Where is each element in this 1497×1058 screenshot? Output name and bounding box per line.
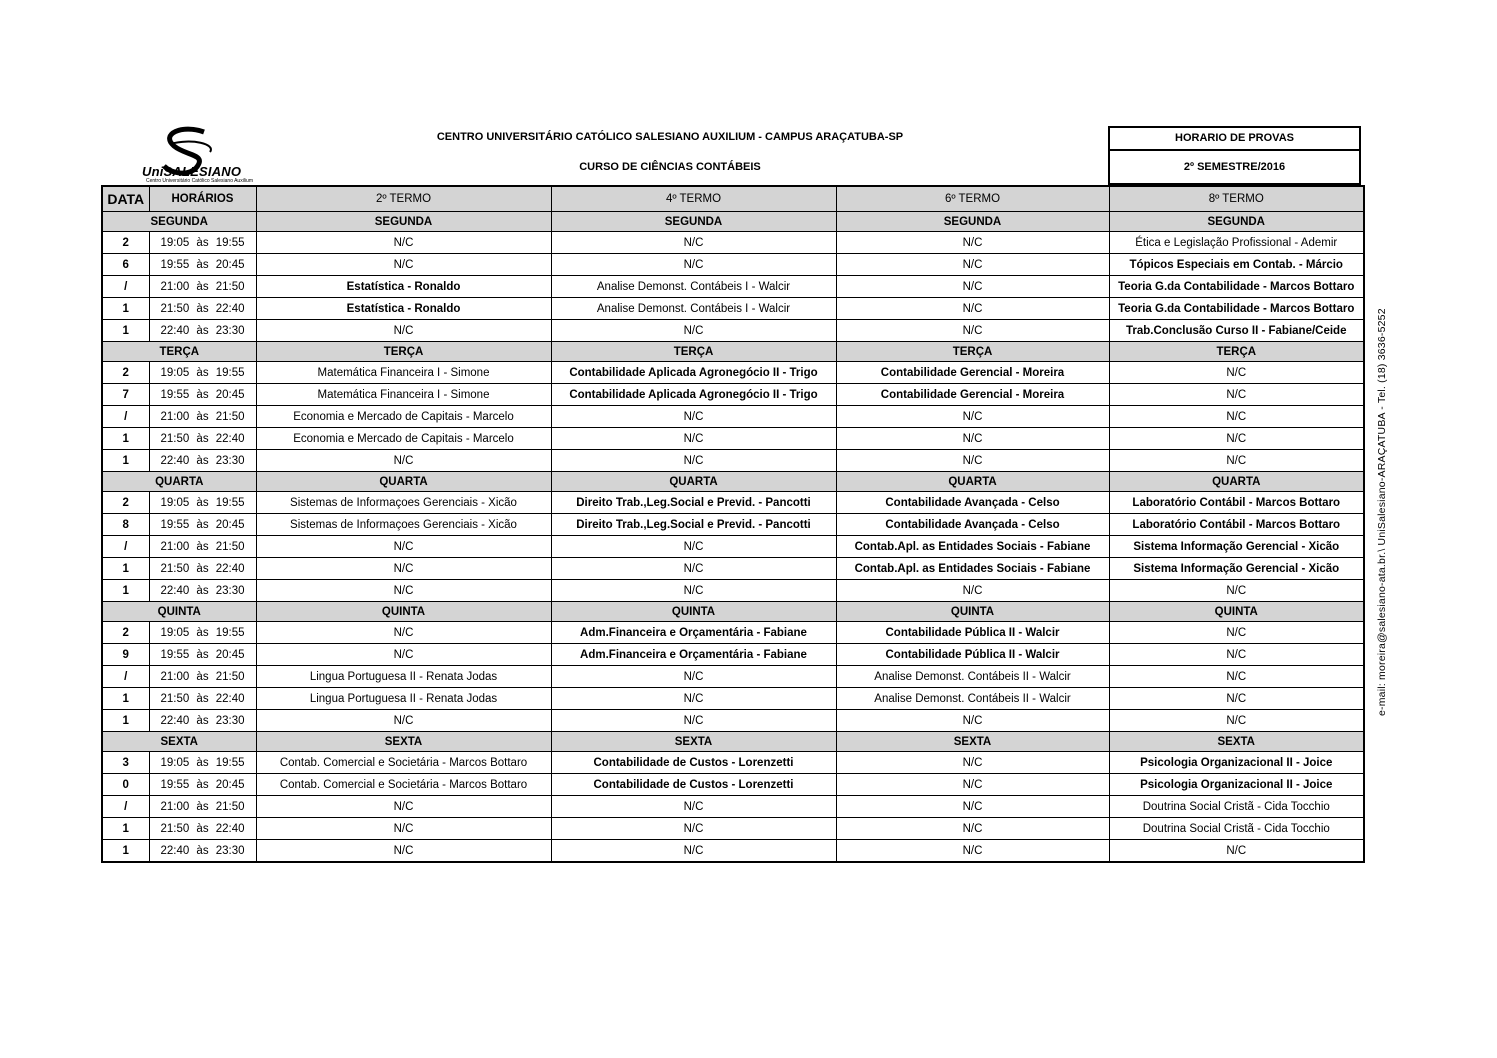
exam-cell-t2: N/C [256, 796, 551, 818]
exam-cell-t2: N/C [256, 580, 551, 602]
exam-cell-t8: Sistema Informação Gerencial - Xicão [1109, 558, 1364, 580]
day-label: SEXTA [1109, 732, 1364, 752]
exam-cell-t8: N/C [1109, 580, 1364, 602]
contact-side-note: e-mail: moreira@salesiano-ata.br.\ UniSalesiano-ARAÇATUBA - Tel. (18) 3636-5252 [1376, 308, 1388, 716]
date-char: 1 [102, 688, 149, 710]
exam-cell-t2: Contab. Comercial e Societária - Marcos Bottaro [256, 752, 551, 774]
exam-cell-t8: Doutrina Social Cristã - Cida Tocchio [1109, 818, 1364, 840]
date-char: 7 [102, 384, 149, 406]
exam-cell-t2: N/C [256, 450, 551, 472]
exam-cell-t6: N/C [836, 406, 1109, 428]
date-char: 2 [102, 362, 149, 384]
table-row [102, 406, 1364, 428]
date-char: / [102, 666, 149, 688]
exam-cell-t6: N/C [836, 710, 1109, 732]
day-label: QUARTA [1109, 472, 1364, 492]
exam-cell-t4: Direito Trab.,Leg.Social e Previd. - Pancotti [551, 514, 836, 536]
exam-cell-t8: Ética e Legislação Profissional - Ademir [1109, 232, 1364, 254]
exam-cell-t2: N/C [256, 232, 551, 254]
exam-cell-t2: Contab. Comercial e Societária - Marcos Bottaro [256, 774, 551, 796]
time-slot: 19:05 às 19:55 [149, 232, 256, 254]
day-label: SEGUNDA [102, 212, 256, 232]
table-row [102, 644, 1364, 666]
exam-cell-t4: Analise Demonst. Contábeis I - Walcir [551, 298, 836, 320]
table-row [102, 276, 1364, 298]
date-char: 2 [102, 622, 149, 644]
exam-cell-t6: Contabilidade Gerencial - Moreira [836, 362, 1109, 384]
table-row [102, 818, 1364, 840]
exam-cell-t4: N/C [551, 840, 836, 863]
exam-cell-t6: N/C [836, 796, 1109, 818]
table-row [102, 428, 1364, 450]
time-slot: 21:50 às 22:40 [149, 818, 256, 840]
exam-cell-t6: Contab.Apl. as Entidades Sociais - Fabiane [836, 558, 1109, 580]
day-label: QUINTA [836, 602, 1109, 622]
table-row [102, 774, 1364, 796]
table-row [102, 298, 1364, 320]
exam-cell-t6: Contabilidade Avançada - Celso [836, 492, 1109, 514]
exam-cell-t8: Doutrina Social Cristã - Cida Tocchio [1109, 796, 1364, 818]
day-label: TERÇA [836, 342, 1109, 362]
date-char: 1 [102, 320, 149, 342]
time-slot: 21:50 às 22:40 [149, 298, 256, 320]
exam-cell-t8: N/C [1109, 666, 1364, 688]
exam-cell-t4: N/C [551, 406, 836, 428]
exam-cell-t2: N/C [256, 840, 551, 863]
exam-cell-t6: N/C [836, 428, 1109, 450]
table-row [102, 362, 1364, 384]
exam-cell-t8: Laboratório Contábil - Marcos Bottaro [1109, 514, 1364, 536]
exam-cell-t8: Teoria G.da Contabilidade - Marcos Bottaro [1109, 276, 1364, 298]
col-header-2-termo: 2º TERMO [256, 186, 551, 212]
exam-cell-t4: N/C [551, 818, 836, 840]
exam-cell-t4: N/C [551, 666, 836, 688]
table-row [102, 580, 1364, 602]
table-row [102, 796, 1364, 818]
table-row [102, 254, 1364, 276]
schedule-body [102, 212, 1364, 863]
date-char: 1 [102, 298, 149, 320]
date-char: 1 [102, 580, 149, 602]
table-row [102, 384, 1364, 406]
day-label: QUINTA [256, 602, 551, 622]
day-label: SEGUNDA [1109, 212, 1364, 232]
exam-cell-t8: Tópicos Especiais em Contab. - Márcio [1109, 254, 1364, 276]
table-row [102, 514, 1364, 536]
date-char: / [102, 796, 149, 818]
exam-cell-t2: Matemática Financeira I - Simone [256, 384, 551, 406]
exam-cell-t8: N/C [1109, 450, 1364, 472]
exam-cell-t8: N/C [1109, 710, 1364, 732]
course-title: CURSO DE CIÊNCIAS CONTÁBEIS [579, 161, 761, 173]
time-slot: 19:05 às 19:55 [149, 622, 256, 644]
time-slot: 19:05 às 19:55 [149, 492, 256, 514]
day-label: SEXTA [102, 732, 256, 752]
exam-cell-t2: Sistemas de Informaçoes Gerenciais - Xicão [256, 514, 551, 536]
day-row-quarta [102, 472, 1364, 492]
institution-title: CENTRO UNIVERSITÁRIO CATÓLICO SALESIANO AUXILIUM - CAMPUS ARAÇATUBA-SP [436, 131, 904, 143]
day-label: SEGUNDA [836, 212, 1109, 232]
day-label: SEGUNDA [551, 212, 836, 232]
exam-cell-t8: Laboratório Contábil - Marcos Bottaro [1109, 492, 1364, 514]
exam-cell-t4: Contabilidade Aplicada Agronegócio II - Trigo [551, 362, 836, 384]
day-label: SEGUNDA [256, 212, 551, 232]
day-row-sexta [102, 732, 1364, 752]
time-slot: 21:50 às 22:40 [149, 558, 256, 580]
date-char: 2 [102, 232, 149, 254]
exam-cell-t8: N/C [1109, 840, 1364, 863]
time-slot: 21:00 às 21:50 [149, 536, 256, 558]
exam-cell-t6: N/C [836, 818, 1109, 840]
exam-cell-t2: N/C [256, 818, 551, 840]
exam-cell-t8: Psicologia Organizacional II - Joice [1109, 752, 1364, 774]
table-row [102, 492, 1364, 514]
date-char: 8 [102, 514, 149, 536]
exam-cell-t4: Analise Demonst. Contábeis I - Walcir [551, 276, 836, 298]
day-label: QUINTA [1109, 602, 1364, 622]
exam-cell-t2: Economia e Mercado de Capitais - Marcelo [256, 428, 551, 450]
time-slot: 22:40 às 23:30 [149, 580, 256, 602]
exam-cell-t4: Contabilidade de Custos - Lorenzetti [551, 752, 836, 774]
time-slot: 19:55 às 20:45 [149, 384, 256, 406]
time-slot: 21:50 às 22:40 [149, 428, 256, 450]
exam-cell-t6: N/C [836, 276, 1109, 298]
exam-cell-t2: N/C [256, 558, 551, 580]
date-char: / [102, 406, 149, 428]
day-row-terça [102, 342, 1364, 362]
time-slot: 21:00 às 21:50 [149, 276, 256, 298]
exam-cell-t6: Contabilidade Pública II - Walcir [836, 622, 1109, 644]
date-char: 1 [102, 710, 149, 732]
day-row-quinta [102, 602, 1364, 622]
exam-cell-t4: Adm.Financeira e Orçamentária - Fabiane [551, 644, 836, 666]
exam-cell-t8: N/C [1109, 688, 1364, 710]
exam-cell-t6: Analise Demonst. Contábeis II - Walcir [836, 666, 1109, 688]
exam-cell-t2: Estatística - Ronaldo [256, 298, 551, 320]
date-char: 1 [102, 450, 149, 472]
date-char: / [102, 536, 149, 558]
day-label: TERÇA [102, 342, 256, 362]
exam-cell-t4: N/C [551, 558, 836, 580]
exam-cell-t2: Estatística - Ronaldo [256, 276, 551, 298]
exam-cell-t4: N/C [551, 232, 836, 254]
date-char: 1 [102, 818, 149, 840]
date-char: 9 [102, 644, 149, 666]
exam-cell-t8: N/C [1109, 406, 1364, 428]
day-row-segunda [102, 212, 1364, 232]
exam-cell-t2: N/C [256, 710, 551, 732]
time-slot: 19:05 às 19:55 [149, 362, 256, 384]
day-label: QUINTA [551, 602, 836, 622]
table-row [102, 752, 1364, 774]
exam-cell-t8: Psicologia Organizacional II - Joice [1109, 774, 1364, 796]
col-header-6-termo: 6º TERMO [836, 186, 1109, 212]
exam-cell-t2: N/C [256, 622, 551, 644]
exam-cell-t6: N/C [836, 298, 1109, 320]
day-label: QUARTA [551, 472, 836, 492]
time-slot: 19:55 às 20:45 [149, 514, 256, 536]
time-slot: 21:00 às 21:50 [149, 796, 256, 818]
exam-cell-t6: Contabilidade Gerencial - Moreira [836, 384, 1109, 406]
col-header-horarios: HORÁRIOS [149, 186, 256, 212]
exam-cell-t4: Adm.Financeira e Orçamentária - Fabiane [551, 622, 836, 644]
exam-cell-t4: N/C [551, 320, 836, 342]
time-slot: 19:55 às 20:45 [149, 774, 256, 796]
date-char: 6 [102, 254, 149, 276]
exam-cell-t2: Economia e Mercado de Capitais - Marcelo [256, 406, 551, 428]
time-slot: 22:40 às 23:30 [149, 450, 256, 472]
day-label: QUARTA [102, 472, 256, 492]
exam-schedule-box: HORARIO DE PROVAS [1108, 126, 1361, 151]
exam-cell-t6: N/C [836, 320, 1109, 342]
time-slot: 22:40 às 23:30 [149, 710, 256, 732]
table-row [102, 536, 1364, 558]
day-label: SEXTA [551, 732, 836, 752]
day-label: SEXTA [256, 732, 551, 752]
exam-cell-t6: N/C [836, 840, 1109, 863]
date-char: 3 [102, 752, 149, 774]
col-header-8-termo: 8º TERMO [1109, 186, 1364, 212]
exam-cell-t8: Sistema Informação Gerencial - Xicão [1109, 536, 1364, 558]
exam-cell-t8: N/C [1109, 384, 1364, 406]
day-label: TERÇA [551, 342, 836, 362]
exam-cell-t8: N/C [1109, 428, 1364, 450]
exam-cell-t2: N/C [256, 536, 551, 558]
time-slot: 19:55 às 20:45 [149, 254, 256, 276]
semester-box: 2º SEMESTRE/2016 [1108, 149, 1361, 185]
header-row [102, 186, 1364, 212]
exam-cell-t8: Trab.Conclusão Curso II - Fabiane/Ceide [1109, 320, 1364, 342]
exam-cell-t6: Contab.Apl. as Entidades Sociais - Fabiane [836, 536, 1109, 558]
table-row [102, 622, 1364, 644]
table-row [102, 232, 1364, 254]
time-slot: 22:40 às 23:30 [149, 320, 256, 342]
date-char: 0 [102, 774, 149, 796]
exam-cell-t2: N/C [256, 320, 551, 342]
day-label: QUARTA [256, 472, 551, 492]
exam-cell-t6: Contabilidade Avançada - Celso [836, 514, 1109, 536]
exam-cell-t6: N/C [836, 752, 1109, 774]
table-row [102, 558, 1364, 580]
date-char: 1 [102, 558, 149, 580]
time-slot: 21:50 às 22:40 [149, 688, 256, 710]
exam-cell-t6: N/C [836, 254, 1109, 276]
col-header-4-termo: 4º TERMO [551, 186, 836, 212]
exam-cell-t6: N/C [836, 774, 1109, 796]
exam-cell-t2: Lingua Portuguesa II - Renata Jodas [256, 688, 551, 710]
exam-cell-t4: N/C [551, 688, 836, 710]
schedule-table [101, 185, 1365, 863]
exam-cell-t4: N/C [551, 710, 836, 732]
day-label: SEXTA [836, 732, 1109, 752]
date-char: / [102, 276, 149, 298]
date-char: 1 [102, 840, 149, 863]
exam-cell-t6: N/C [836, 232, 1109, 254]
time-slot: 19:55 às 20:45 [149, 644, 256, 666]
date-char: 2 [102, 492, 149, 514]
time-slot: 22:40 às 23:30 [149, 840, 256, 863]
exam-cell-t8: N/C [1109, 644, 1364, 666]
exam-cell-t4: N/C [551, 796, 836, 818]
logo-text: UniSALESIANO [142, 164, 242, 179]
exam-cell-t2: N/C [256, 254, 551, 276]
day-label: QUINTA [102, 602, 256, 622]
day-label: TERÇA [256, 342, 551, 362]
exam-cell-t2: N/C [256, 644, 551, 666]
time-slot: 21:00 às 21:50 [149, 666, 256, 688]
exam-cell-t6: N/C [836, 580, 1109, 602]
exam-cell-t4: N/C [551, 254, 836, 276]
exam-cell-t4: N/C [551, 428, 836, 450]
exam-cell-t8: N/C [1109, 622, 1364, 644]
exam-cell-t6: Contabilidade Pública II - Walcir [836, 644, 1109, 666]
table-row [102, 710, 1364, 732]
time-slot: 19:05 às 19:55 [149, 752, 256, 774]
exam-cell-t4: N/C [551, 450, 836, 472]
exam-cell-t4: Direito Trab.,Leg.Social e Previd. - Pancotti [551, 492, 836, 514]
exam-cell-t4: Contabilidade Aplicada Agronegócio II - Trigo [551, 384, 836, 406]
time-slot: 21:00 às 21:50 [149, 406, 256, 428]
table-row [102, 450, 1364, 472]
exam-cell-t8: N/C [1109, 362, 1364, 384]
table-row [102, 666, 1364, 688]
day-label: QUARTA [836, 472, 1109, 492]
exam-cell-t2: Sistemas de Informaçoes Gerenciais - Xicão [256, 492, 551, 514]
table-row [102, 688, 1364, 710]
exam-cell-t4: N/C [551, 536, 836, 558]
exam-cell-t2: Lingua Portuguesa II - Renata Jodas [256, 666, 551, 688]
day-label: TERÇA [1109, 342, 1364, 362]
exam-cell-t6: N/C [836, 450, 1109, 472]
exam-cell-t6: Analise Demonst. Contábeis II - Walcir [836, 688, 1109, 710]
exam-cell-t2: Matemática Financeira I - Simone [256, 362, 551, 384]
date-char: 1 [102, 428, 149, 450]
table-row [102, 840, 1364, 863]
table-row [102, 320, 1364, 342]
logo-subtext: Centro Universitário Católico Salesiano Auxilium [146, 178, 253, 184]
exam-cell-t8: Teoria G.da Contabilidade - Marcos Bottaro [1109, 298, 1364, 320]
col-header-data: DATA [102, 186, 149, 212]
exam-cell-t4: N/C [551, 580, 836, 602]
exam-cell-t4: Contabilidade de Custos - Lorenzetti [551, 774, 836, 796]
